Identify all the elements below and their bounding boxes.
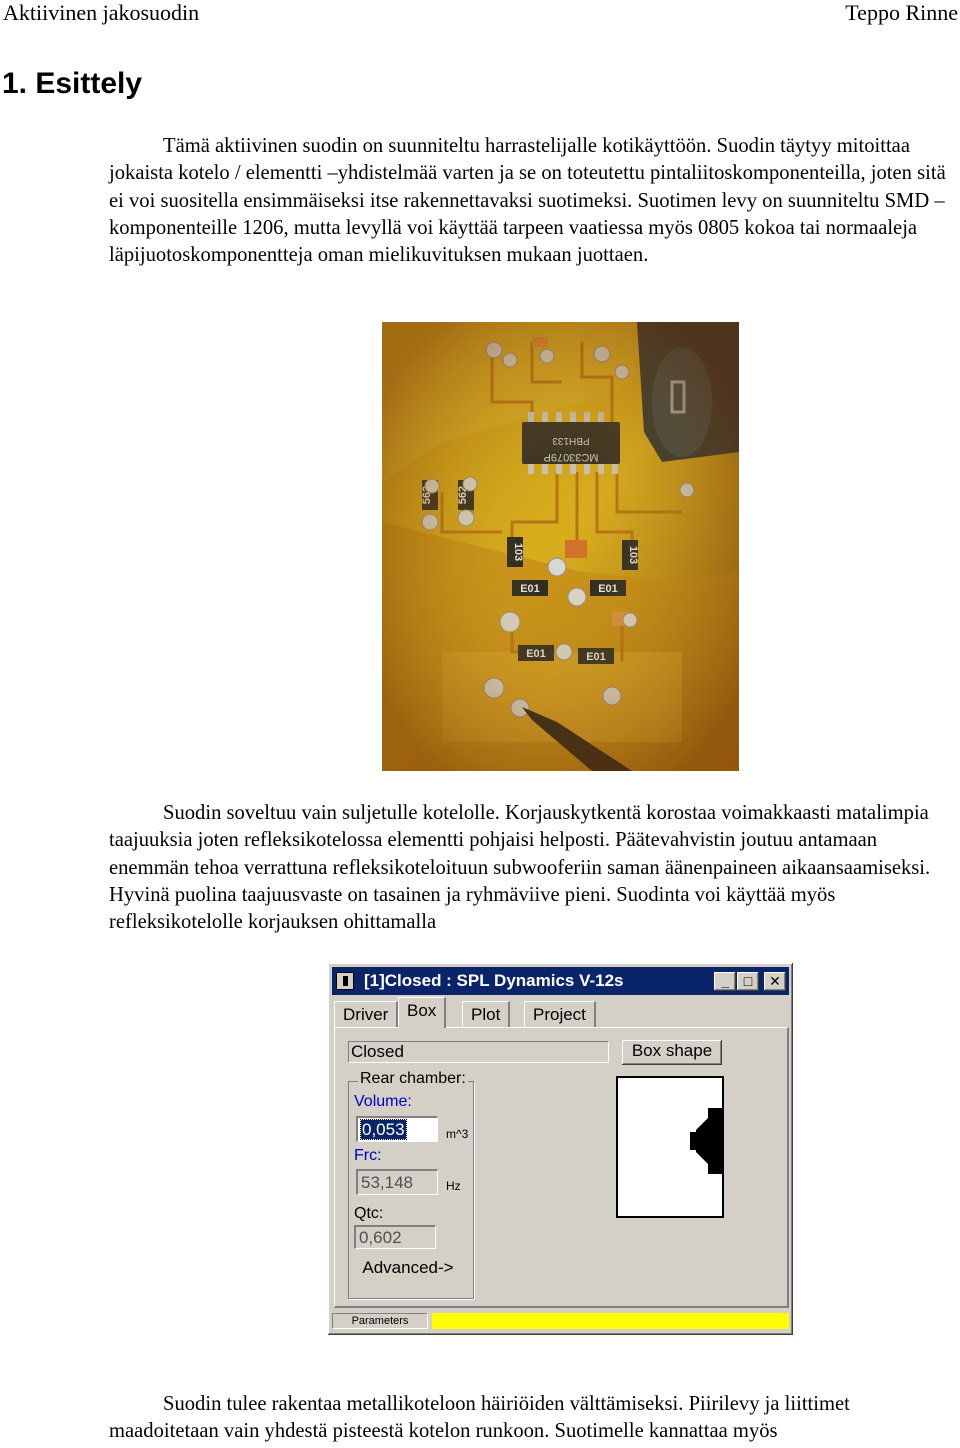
pcb-photo-drawing [382,322,739,771]
running-header-author: Teppo Rinne [845,0,958,25]
box-preview [616,1076,724,1218]
section-heading: 1. Esittely [2,67,143,100]
tab-box[interactable]: Box [398,997,446,1028]
speaker-icon [690,1108,722,1174]
enclosure-paragraph: Suodin tulee rakentaa metallikoteloon häiriöiden välttämiseksi. Piirilevy ja liittimet maadoitetaan vain yhdestä pisteestä kotelon runkoon. Suotimelle kannattaa myös [109,1393,850,1443]
qtc-field: 0,602 [354,1225,436,1249]
minimize-button[interactable]: _ [714,972,736,991]
volume-label: Volume: [354,1093,412,1110]
status-parameters: Parameters [332,1313,428,1329]
box-type-field[interactable]: Closed [348,1041,609,1063]
closed-box-paragraph: Suodin soveltuu vain suljetulle kotelolle. Korjauskytkentä korostaa voimakkaasti matalimpia taajuuksia joten refleksikotelossa elementti pohjaisi helposti. Päätevahvistin joutuu antamaan enemmän tehoa verrattuna refleksikoteloituun subwooferiin saman äänenpaineen aikaansaamiseksi. Hyvinä puolina taajuusvaste on tasainen ja ryhmäviive pieni. Suodinta voi käyttää myös refleksikotelolle korjauksen ohittamalla [109,802,931,934]
tab-plot[interactable]: Plot [462,1001,510,1027]
volume-unit: m^3 [446,1127,469,1141]
box-shape-button[interactable]: Box shape [622,1040,722,1065]
running-header-title: Aktiivinen jakosuodin [3,0,200,25]
window-title: [1]Closed : SPL Dynamics V-12s [364,971,624,990]
volume-input[interactable] [356,1116,438,1142]
app-icon [336,972,354,990]
frc-field: 53,148 [356,1169,438,1195]
advanced-button[interactable]: Advanced-> [362,1258,454,1277]
rear-chamber-label: Rear chamber: [360,1070,466,1087]
status-bar [332,1311,789,1331]
maximize-button[interactable]: □ [737,972,759,991]
window-titlebar[interactable] [332,967,789,995]
status-progress-bar [432,1313,789,1329]
tab-driver[interactable]: Driver [334,1001,398,1027]
volume-value: 0,053 [362,1120,405,1139]
tab-strip [334,997,789,1027]
frc-label: Frc: [354,1147,382,1164]
qtc-label: Qtc: [354,1205,384,1222]
close-button[interactable]: ✕ [764,972,786,991]
intro-paragraph: Tämä aktiivinen suodin on suunniteltu harrastelijalle kotikäyttöön. Suodin täytyy mitoittaa jokaista kotelo / elementti –yhdistelmää varten ja se on toteutettu pintaliitoskomponenteilla, joten sitä ei voi suositella ensimmäiseksi itse rakennettavaksi suotimeksi. Suotimen levy on suunniteltu SMD – komponenteille 1206, mutta levyllä voi käyttää tarpeen vaatiessa myös 0805 kokoa tai normaaleja läpijuotoskomponentteja oman mielikuvituksen mukaan juottaen. [109,135,946,267]
pcb-photo [382,322,739,771]
spl-dialog-window [328,963,793,1335]
tab-project[interactable]: Project [524,1001,596,1027]
frc-unit: Hz [446,1179,461,1193]
